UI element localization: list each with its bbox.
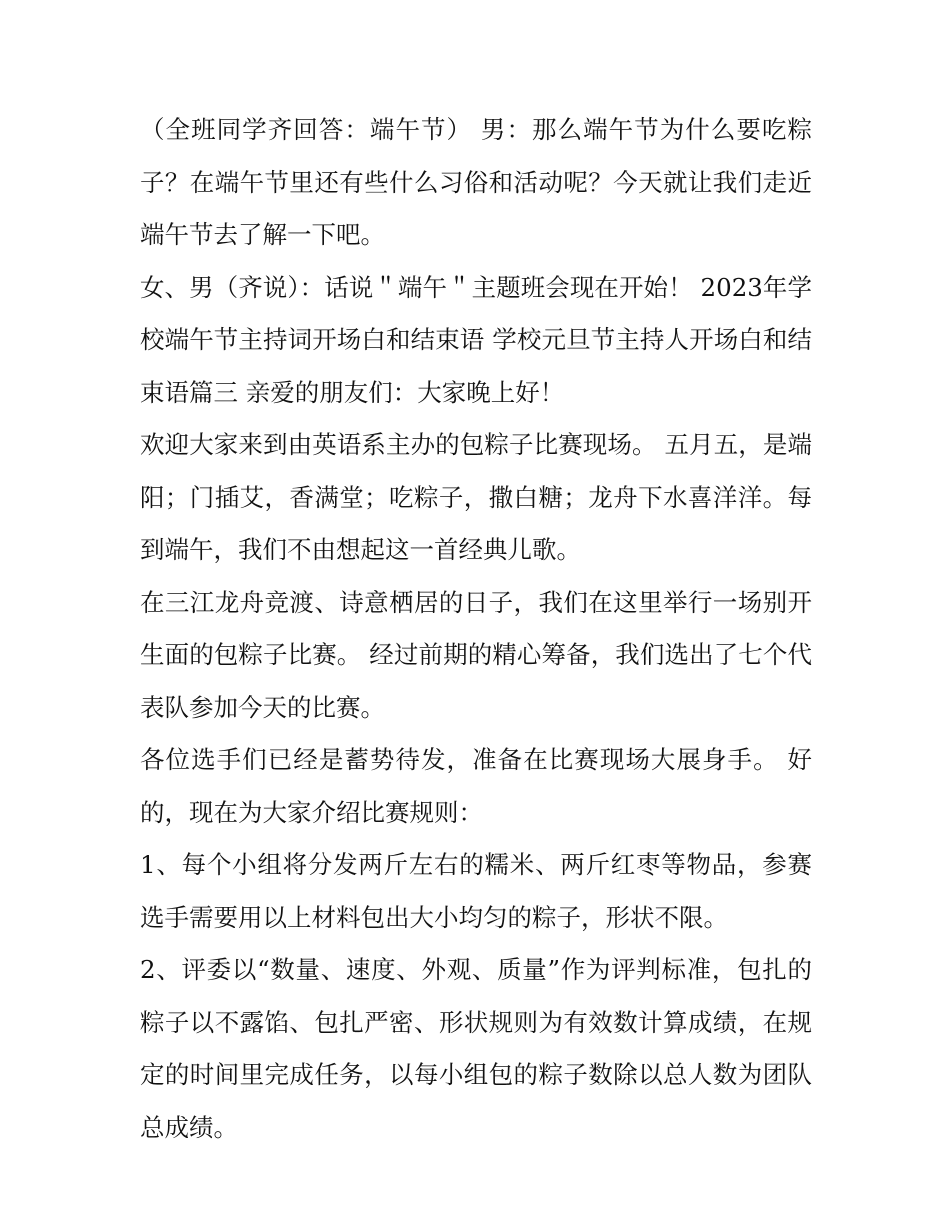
paragraph-6: 1、每个小组将分发两斤左右的糯米、两斤红枣等物品，参赛选手需要用以上材料包出大小均匀的粽子，形状不限。 xyxy=(140,850,812,932)
paragraph-2: 女、男（齐说）：话说＂端午＂主题班会现在开始！ 2023年学校端午节主持词开场白和结束语 学校元旦节主持人开场白和结束语篇三 亲爱的朋友们：大家晚上好！ xyxy=(140,272,812,407)
paragraph-5: 各位选手们已经是蓄势待发，准备在比赛现场大展身手。 好的，现在为大家介绍比赛规则： xyxy=(140,745,812,827)
paragraph-4: 在三江龙舟竞渡、诗意栖居的日子，我们在这里举行一场别开生面的包粽子比赛。 经过前期的精心筹备，我们选出了七个代表队参加今天的比赛。 xyxy=(140,587,812,722)
document-body xyxy=(140,104,812,1154)
paragraph-7: 2、评委以“数量、速度、外观、质量”作为评判标准，包扎的粽子以不露馅、包扎严密、形状规则为有效数计算成绩，在规定的时间里完成任务，以每小组包的粽子数除以总人数为团队总成绩。 xyxy=(140,955,812,1142)
paragraph-1: （全班同学齐回答：端午节） 男：那么端午节为什么要吃粽子？在端午节里还有些什么习俗和活动呢？今天就让我们走近端午节去了解一下吧。 xyxy=(140,115,812,249)
paragraph-3: 欢迎大家来到由英语系主办的包粽子比赛现场。 五月五，是端阳；门插艾，香满堂；吃粽子，撒白糖；龙舟下水喜洋洋。每到端午，我们不由想起这一首经典儿歌。 xyxy=(140,430,812,564)
